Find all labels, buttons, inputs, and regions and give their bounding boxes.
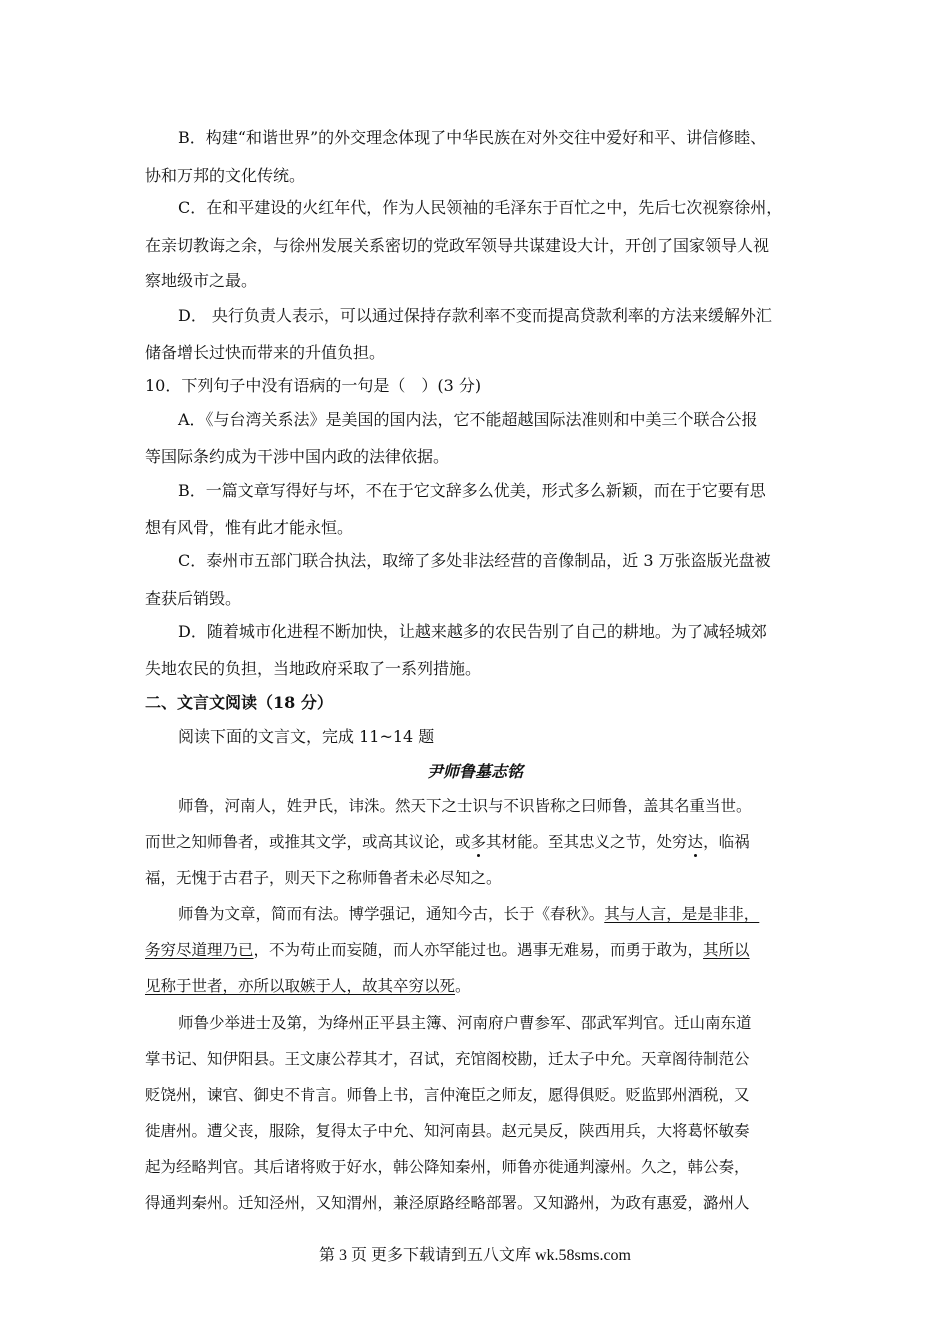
passage-p2-line1 [178,904,759,924]
passage-p3-line4: 徙唐州。遭父丧，服除，复得太子中允、知河南县。赵元昊反，陕西用兵，大将葛怀敏奏 [145,1122,750,1140]
passage-p2-line3 [145,976,471,996]
underlined-sentence: 务穷尽道理乃已 [145,941,254,959]
section-heading: 二、文言文阅读（18 分） [145,693,333,712]
section-instruction: 阅读下面的文言文，完成 11~14 题 [178,727,435,746]
passage-text: 。 [455,977,471,995]
passage-p1-line3: 福，无愧于古君子，则天下之称师鲁者未必尽知之。 [145,869,502,887]
q9-option-d-line2: 储备增长过快而带来的升值负担。 [145,343,386,362]
q10-option-a-line2: 等国际条约成为干涉中国内政的法律依据。 [145,447,450,466]
q10-option-b-line2: 想有风骨，惟有此才能永恒。 [145,518,354,537]
q10-option-b-line1: B．一篇文章写得好与坏，不在于它文辞多么优美，形式多么新颖，而在于它要有思 [178,481,766,500]
q9-option-b-line1: B．构建“和谐世界”的外交理念体现了中华民族在对外交往中爱好和平、讲信修睦、 [178,128,767,147]
passage-text: ，临祸 [703,833,750,851]
passage-text: 师鲁为文章，简而有法。博学强记，通知今古，长于《春秋》。 [178,905,605,923]
passage-title: 尹师鲁墓志铭 [426,762,523,781]
q9-option-b-line2: 协和万邦的文化传统。 [145,166,306,185]
q10-option-a-line1: A．《与台湾关系法》是美国的国内法，它不能超越国际法准则和中美三个联合公报 [178,410,758,429]
q9-option-c-line3: 察地级市之最。 [145,271,258,290]
underlined-sentence: 其所以 [703,941,750,959]
passage-p3-line3: 贬饶州，谏官、御史不肯言。师鲁上书，言仲淹臣之师友，愿得俱贬。贬监郢州酒税，又 [145,1086,750,1104]
q10-option-c-line2: 查获后销毁。 [145,589,242,608]
underlined-sentence: 见称于世者，亦所以取嫉于人，故其卒穷以死 [145,977,456,995]
passage-p2-line2 [145,940,750,960]
passage-p3-line6: 得通判秦州。迁知泾州，又知渭州，兼泾原路经略部署。又知潞州，为政有惠爱，潞州人 [145,1194,750,1212]
q9-option-c-line1: C．在和平建设的火红年代，作为人民领袖的毛泽东于百忙之中，先后七次视察徐州， [178,198,783,217]
emphasis-dot-char: 达 [687,833,704,851]
page-footer: 第 3 页 更多下载请到五八文库 wk.58sms.com [318,1247,631,1264]
passage-p3-line5: 起为经略判官。其后诸将败于好水，韩公降知秦州，师鲁亦徙通判濠州。久之，韩公奏， [145,1158,750,1176]
q9-option-d-line1: D． 央行负责人表示，可以通过保持存款利率不变而提高贷款利率的方法来缓解外汇 [178,306,772,325]
underlined-sentence: 其与人言，是是非非， [604,905,760,923]
passage-text: ，不为苟止而妄随，而人亦罕能过也。遇事无难易，而勇于敢为， [253,941,704,959]
q10-stem: 10．下列句子中没有语病的一句是（ ）(3 分) [145,376,482,395]
q10-option-c-line1: C．泰州市五部门联合执法，取缔了多处非法经营的音像制品，近 3 万张盗版光盘被 [178,551,771,570]
passage-p3-line2: 掌书记、知伊阳县。王文康公荐其才，召试，充馆阁校勘，迁太子中允。天章阁待制范公 [145,1050,750,1068]
passage-p3-line1: 师鲁少举进士及第，为绛州正平县主簿、河南府户曹参军、邵武军判官。迁山南东道 [178,1014,752,1032]
passage-p1-line1: 师鲁，河南人，姓尹氏，讳洙。然天下之士识与不识皆称之曰师鲁，盖其名重当世。 [178,797,752,815]
q9-option-c-line2: 在亲切教诲之余，与徐州发展关系密切的党政军领导共谋建设大计，开创了国家领导人视 [145,236,770,255]
passage-text: 其材能。至其忠义之节，处穷 [486,833,688,851]
passage-text: 而世之知师鲁者，或推其文学，或高其议论，或 [145,833,471,851]
q10-option-d-line1: D．随着城市化进程不断加快，让越来越多的农民告别了自己的耕地。为了减轻城郊 [178,622,767,641]
emphasis-dot-char: 多 [470,833,487,851]
q10-option-d-line2: 失地农民的负担，当地政府采取了一系列措施。 [145,659,482,678]
passage-p1-line2 [145,832,750,852]
